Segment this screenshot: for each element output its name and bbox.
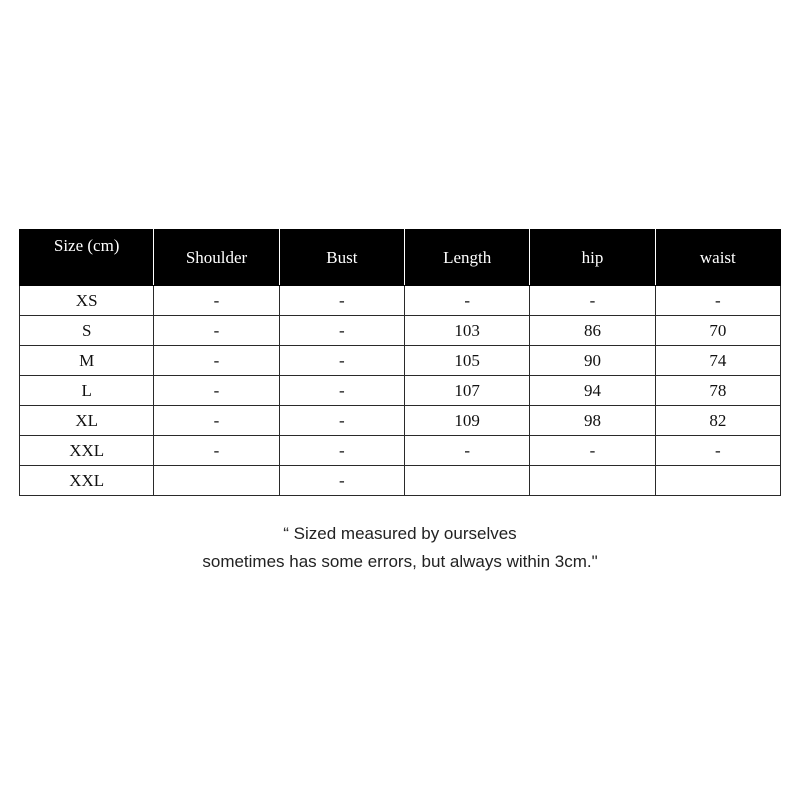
- cell-bust: -: [279, 376, 404, 406]
- table-row: [20, 436, 781, 466]
- cell-size: XS: [20, 286, 154, 316]
- header-length: Length: [405, 230, 530, 286]
- size-chart-header: [20, 230, 781, 286]
- cell-shoulder: -: [154, 436, 279, 466]
- table-row: [20, 286, 781, 316]
- cell-waist: 78: [655, 376, 780, 406]
- size-chart-table: [19, 229, 781, 496]
- table-row: [20, 406, 781, 436]
- table-row: [20, 466, 781, 496]
- cell-waist: 70: [655, 316, 780, 346]
- cell-shoulder: -: [154, 376, 279, 406]
- cell-length: 107: [405, 376, 530, 406]
- cell-length: 103: [405, 316, 530, 346]
- cell-hip: 98: [530, 406, 655, 436]
- cell-hip: -: [530, 436, 655, 466]
- cell-bust: -: [279, 436, 404, 466]
- table-row: [20, 316, 781, 346]
- cell-length: 105: [405, 346, 530, 376]
- measurement-note-line-1: “ Sized measured by ourselves: [283, 524, 517, 543]
- cell-shoulder: -: [154, 286, 279, 316]
- header-size: Size (cm): [20, 230, 154, 286]
- cell-waist: 82: [655, 406, 780, 436]
- measurement-note-line-2: sometimes has some errors, but always within 3cm.": [202, 552, 598, 571]
- cell-length: -: [405, 286, 530, 316]
- cell-waist: [655, 466, 780, 496]
- cell-bust: -: [279, 286, 404, 316]
- cell-hip: -: [530, 286, 655, 316]
- header-shoulder: Shoulder: [154, 230, 279, 286]
- cell-hip: 86: [530, 316, 655, 346]
- cell-size: XXL: [20, 466, 154, 496]
- cell-waist: 74: [655, 346, 780, 376]
- header-bust: Bust: [279, 230, 404, 286]
- cell-shoulder: [154, 466, 279, 496]
- cell-shoulder: -: [154, 316, 279, 346]
- cell-hip: 94: [530, 376, 655, 406]
- header-row: [20, 230, 781, 286]
- cell-length: -: [405, 436, 530, 466]
- cell-waist: -: [655, 286, 780, 316]
- table-row: [20, 376, 781, 406]
- cell-size: L: [20, 376, 154, 406]
- table-row: [20, 346, 781, 376]
- cell-bust: -: [279, 316, 404, 346]
- cell-hip: [530, 466, 655, 496]
- cell-bust: -: [279, 466, 404, 496]
- cell-length: 109: [405, 406, 530, 436]
- cell-length: [405, 466, 530, 496]
- header-waist: waist: [655, 230, 780, 286]
- size-chart-body: [20, 286, 781, 496]
- cell-size: XXL: [20, 436, 154, 466]
- cell-shoulder: -: [154, 406, 279, 436]
- cell-size: M: [20, 346, 154, 376]
- cell-hip: 90: [530, 346, 655, 376]
- header-hip: hip: [530, 230, 655, 286]
- cell-bust: -: [279, 346, 404, 376]
- cell-waist: -: [655, 436, 780, 466]
- cell-bust: -: [279, 406, 404, 436]
- cell-shoulder: -: [154, 346, 279, 376]
- cell-size: S: [20, 316, 154, 346]
- cell-size: XL: [20, 406, 154, 436]
